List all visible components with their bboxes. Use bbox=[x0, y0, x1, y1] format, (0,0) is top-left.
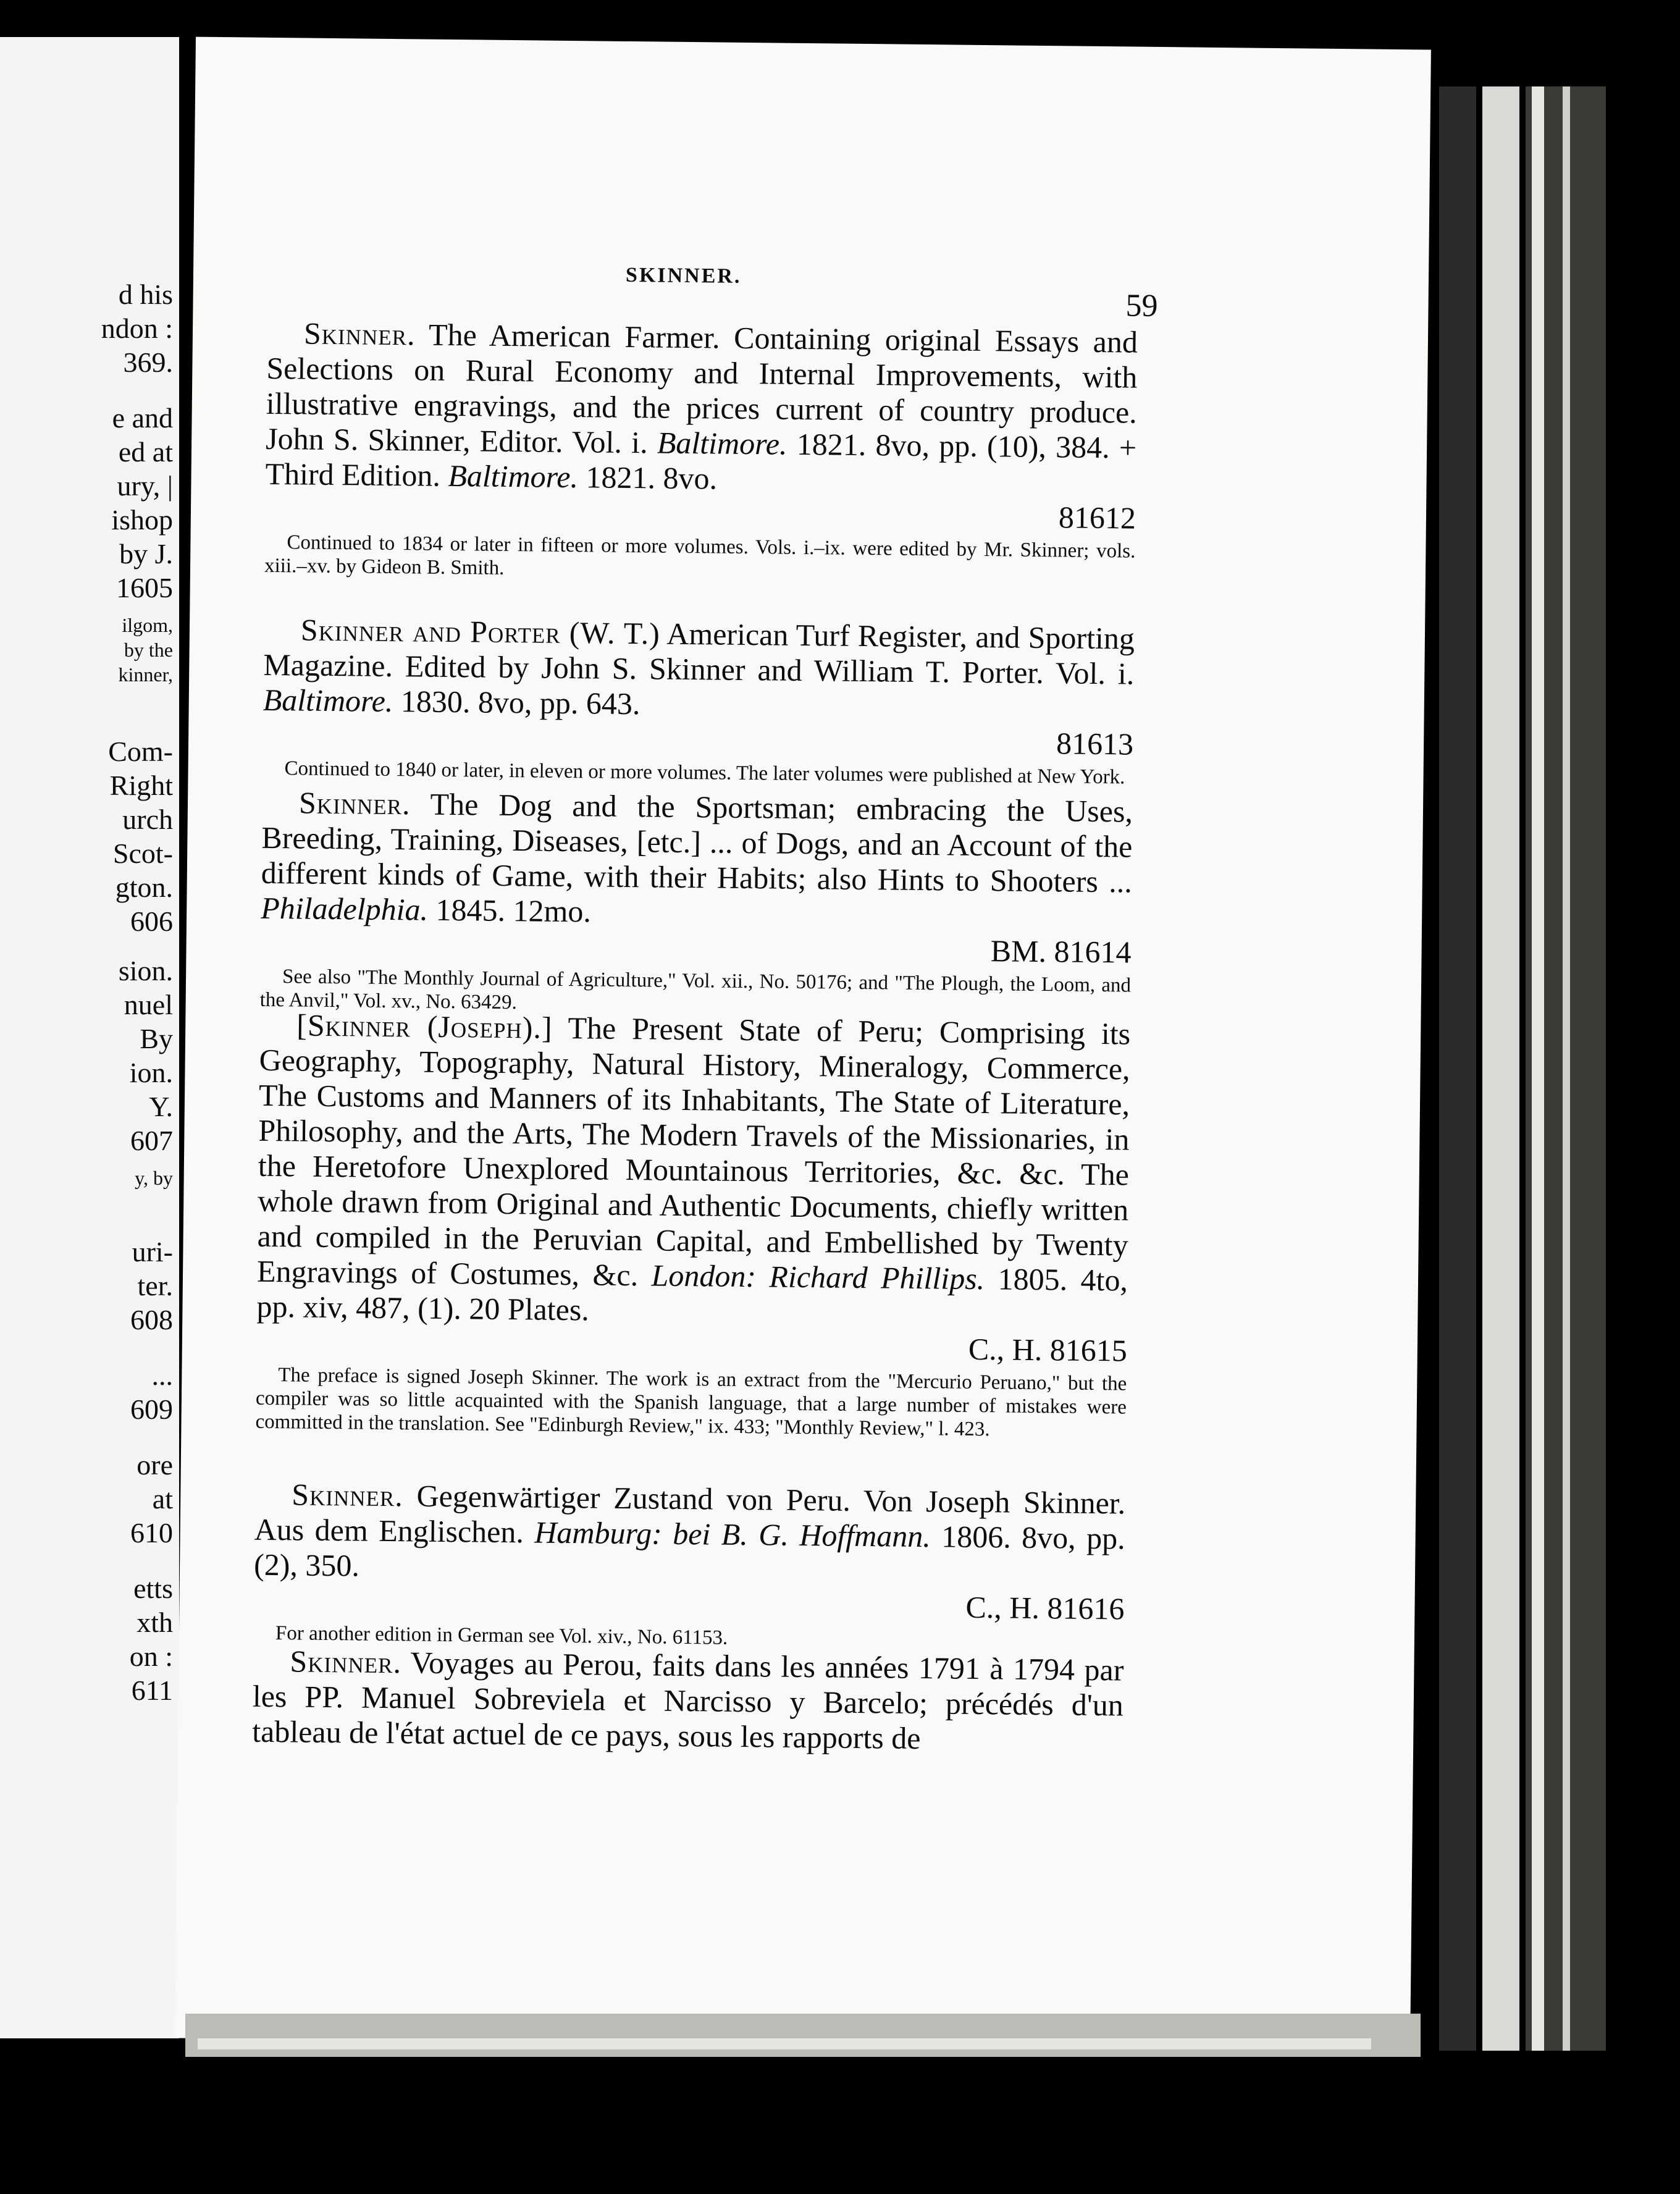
entry-imprint: Baltimore. bbox=[448, 458, 579, 495]
entry-details: 1821. 8vo, pp. (10), 384. + Third Edition. bbox=[265, 426, 1137, 493]
entry-heading: Skinner. bbox=[292, 1477, 404, 1513]
entry-details: 1821. 8vo. bbox=[578, 460, 718, 496]
left-page-text-fragment: ury, | bbox=[117, 470, 173, 502]
entry-number: 81613 bbox=[1056, 726, 1134, 762]
entry-heading: [Skinner (Joseph).] bbox=[296, 1007, 553, 1045]
page-bottom-edge bbox=[185, 2014, 1421, 2057]
left-page-text-fragment: 606 bbox=[130, 906, 173, 937]
page-edge bbox=[1532, 86, 1544, 2051]
entry-imprint: Philadelphia. bbox=[260, 890, 429, 927]
left-page-text-fragment: urch bbox=[122, 804, 173, 835]
left-page-text-fragment: 369. bbox=[123, 347, 173, 378]
left-page-text-fragment: ilgom, bbox=[122, 614, 173, 636]
left-page-text-fragment: e and bbox=[112, 402, 173, 434]
entry-title: American Turf Register, and Sporting Magazine. Edited by John S. Skinner and William T. Porter. Vol. i. bbox=[263, 616, 1135, 691]
entry-imprint: Baltimore. bbox=[262, 682, 393, 719]
left-page-text-fragment: 1605 bbox=[116, 572, 173, 603]
left-page-text-fragment: 611 bbox=[131, 1675, 173, 1706]
running-head: SKINNER. bbox=[625, 263, 742, 288]
entry-heading: Skinner and Porter (W. T.) bbox=[300, 612, 661, 651]
entry-note: Continued to 1834 or later in fifteen or more volumes. Vols. i.–ix. were edited by Mr. Skinner; vols. xiii.–xv. by Gideon B. Smith. bbox=[264, 531, 1136, 579]
left-page-text-fragment: d his bbox=[118, 279, 173, 310]
entry-details: 1845. 12mo. bbox=[427, 892, 592, 929]
left-page-text-fragment: ed at bbox=[118, 436, 173, 468]
entry-heading: Skinner. bbox=[303, 316, 416, 352]
bibliography-entry bbox=[255, 1007, 1130, 1443]
left-page-text-fragment: ishop bbox=[111, 504, 173, 536]
entry-heading: Skinner. bbox=[298, 785, 411, 822]
entry-title: The Present State of Peru; Comprising its Geography, Topography, Natural History, Mineralogy, Commerce, The Customs and Manners of its Inhabitants, The State of Literature, Philosophy, and the Arts, The Modern Travels of the Missionaries, in the Heretofore Unexplored Mountainous Territories, &c. &c. The whole drawn from Original and Authentic Documents, chiefly written and compiled in the Peruvian Capital, and Embellished by Twenty Engravings of Costumes, &c. bbox=[256, 1010, 1131, 1293]
left-page-text-fragment: 607 bbox=[130, 1125, 173, 1156]
left-page-text-fragment: xth bbox=[136, 1607, 173, 1638]
left-page-text-fragment: on : bbox=[129, 1641, 173, 1672]
entry-imprint: Baltimore. bbox=[657, 425, 788, 461]
left-page-text-fragment: 609 bbox=[130, 1393, 173, 1425]
entry-imprint: London: Richard Phillips. bbox=[651, 1258, 985, 1297]
entry-title: The American Farmer. Containing original Essays and Selections on Rural Economy and Internal Improvements, with illustrative engravings, and the prices current of country produce. John S. Skinner, Editor. Vol. i. bbox=[265, 317, 1138, 460]
left-page-text-fragment: ndon : bbox=[101, 313, 173, 344]
page-edge bbox=[1439, 86, 1476, 2051]
left-page-text-fragment: by J. bbox=[119, 538, 173, 570]
entry-note: See also "The Monthly Journal of Agriculture," Vol. xii., No. 50176; and "The Plough, the Loom, and the Anvil," Vol. xv., No. 63429. bbox=[259, 965, 1132, 1014]
left-page-text-fragment: kinner, bbox=[118, 663, 173, 686]
bibliography-entry bbox=[253, 1477, 1126, 1654]
entry-title: Gegenwärtiger Zustand von Peru. Von Joseph Skinner. Aus dem Englischen. bbox=[254, 1478, 1126, 1550]
bibliography-entry bbox=[262, 612, 1135, 789]
entry-number: 81612 bbox=[1058, 500, 1136, 536]
entry-details: 1830. 8vo, pp. 643. bbox=[393, 684, 640, 721]
entry-number: BM. 81614 bbox=[990, 933, 1132, 970]
page-number: 59 bbox=[1125, 288, 1158, 324]
entry-number: C., H. 81616 bbox=[965, 1589, 1125, 1626]
entry-heading: Skinner. bbox=[290, 1644, 402, 1680]
entry-title: Voyages au Perou, faits dans les années 1791 à 1794 par les PP. Manuel Sobreviela et Narcisso y Barcelo; précédés d'un tableau de l'état actuel de ce pays, sous les rapports de bbox=[252, 1645, 1124, 1756]
left-page-text-fragment: uri- bbox=[132, 1236, 173, 1267]
left-page-text-fragment: etts bbox=[133, 1573, 173, 1604]
left-page-text-fragment: ion. bbox=[129, 1057, 173, 1088]
left-page-text-fragment: Y. bbox=[149, 1091, 173, 1122]
entry-details: 1805. 4to, pp. xiv, 487, (1). 20 Plates. bbox=[256, 1261, 1128, 1327]
left-page-text-fragment: Right bbox=[109, 770, 173, 801]
entry-title: The Dog and the Sportsman; embracing the Uses, Breeding, Training, Diseases, [etc.] ... of Dogs, and an Account of the different kinds of Game, with their Habits; also Hints to Shooters ... bbox=[261, 786, 1133, 899]
bibliography-entry bbox=[264, 316, 1138, 587]
left-page-text-fragment: by the bbox=[124, 639, 173, 661]
left-page-text-fragment: Com- bbox=[108, 736, 173, 767]
bibliography-entry bbox=[252, 1644, 1124, 1759]
left-page-text-fragment: nuel bbox=[124, 989, 173, 1020]
page-edge bbox=[1482, 86, 1519, 2051]
left-page-text-fragment: gton. bbox=[115, 872, 173, 903]
left-page-text-fragment: By bbox=[140, 1023, 173, 1054]
bibliography-entry bbox=[259, 785, 1133, 1021]
entry-imprint: Hamburg: bei B. G. Hoffmann. bbox=[534, 1515, 931, 1554]
left-facing-page bbox=[0, 37, 179, 2038]
right-page bbox=[175, 37, 1431, 2051]
page-edge bbox=[1563, 86, 1570, 2051]
left-page-text-fragment: Scot- bbox=[112, 838, 173, 869]
left-page-text-fragment: ... bbox=[151, 1360, 173, 1391]
entry-note: Continued to 1840 or later, in eleven or more volumes. The later volumes were published at New York. bbox=[284, 757, 1125, 789]
left-page-text-fragment: 608 bbox=[130, 1304, 173, 1335]
entry-details: 1806. 8vo, pp. (2), 350. bbox=[253, 1519, 1125, 1583]
left-page-text-fragment: ore bbox=[136, 1449, 173, 1481]
left-page-text-fragment: 610 bbox=[130, 1517, 173, 1549]
page-bottom-edge bbox=[198, 2038, 1371, 2049]
entry-number: C., H. 81615 bbox=[968, 1331, 1128, 1368]
left-page-text-fragment: sion. bbox=[118, 955, 173, 986]
left-page-text-fragment: at bbox=[152, 1483, 173, 1515]
entry-note: The preface is signed Joseph Skinner. The work is an extract from the "Mercurio Peruano," but the compiler was so little acquainted with the Spanish language, that a large number of mistakes were committed in the translation. See "Edinburgh Review," ix. 433; "Monthly Review," l. 423. bbox=[255, 1364, 1127, 1441]
left-page-text-fragment: y, by bbox=[135, 1167, 173, 1189]
left-page-text-fragment: ter. bbox=[137, 1270, 173, 1301]
entry-note: For another edition in German see Vol. xiv., No. 61153. bbox=[275, 1622, 728, 1649]
